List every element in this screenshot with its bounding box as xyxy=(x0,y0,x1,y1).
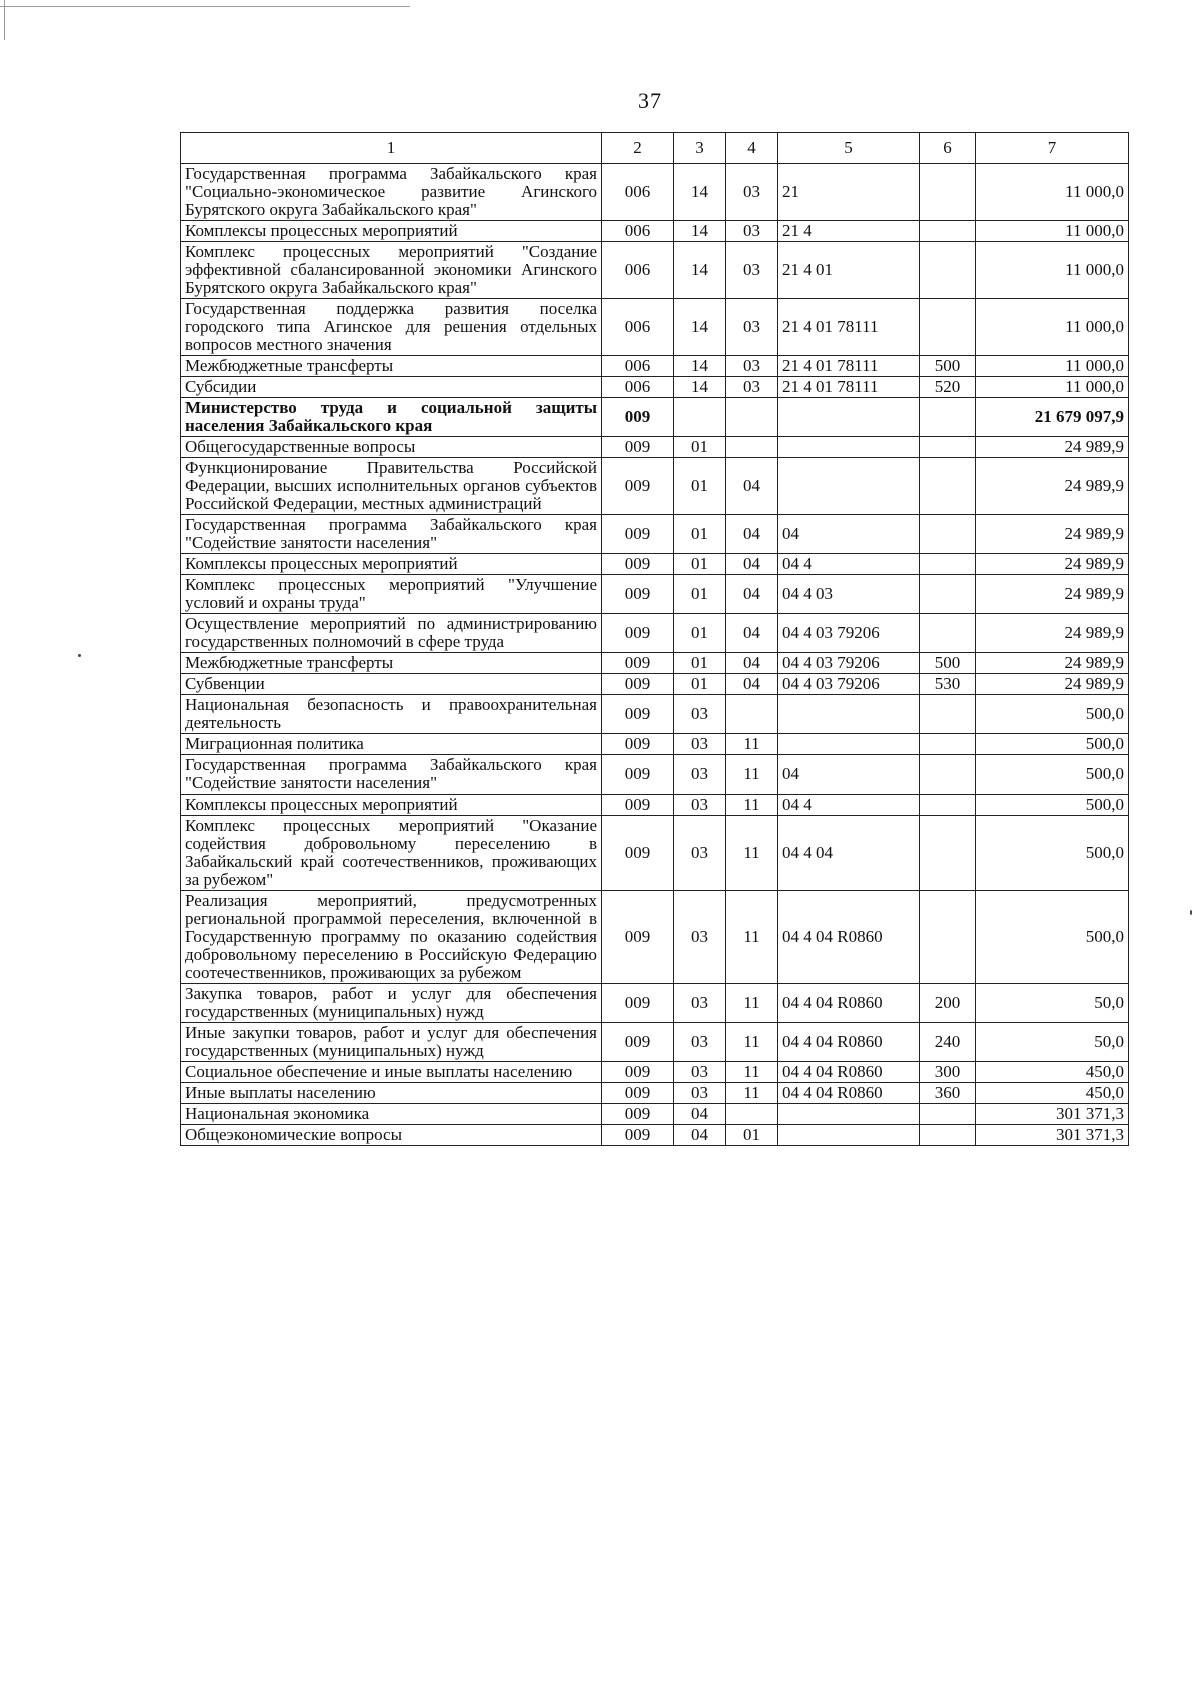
scan-speck xyxy=(78,654,81,657)
admin-code-cell: 009 xyxy=(602,398,674,437)
expense-type-cell xyxy=(920,890,976,983)
section-cell: 03 xyxy=(674,890,726,983)
amount-cell: 500,0 xyxy=(976,734,1129,755)
section-cell: 03 xyxy=(674,755,726,794)
amount-cell: 50,0 xyxy=(976,1022,1129,1061)
subsection-cell xyxy=(726,437,778,458)
table-row xyxy=(181,794,1129,815)
amount-cell: 500,0 xyxy=(976,755,1129,794)
admin-code-cell: 009 xyxy=(602,614,674,653)
row-name-cell: Министерство труда и социальной защиты населения Забайкальского края xyxy=(181,398,602,437)
table-row xyxy=(181,815,1129,890)
amount-cell: 301 371,3 xyxy=(976,1124,1129,1145)
target-article-cell: 04 xyxy=(778,515,920,554)
subsection-cell: 03 xyxy=(726,299,778,356)
row-name-cell: Социальное обеспечение и иные выплаты населению xyxy=(181,1061,602,1082)
subsection-cell: 03 xyxy=(726,356,778,377)
admin-code-cell: 009 xyxy=(602,554,674,575)
target-article-cell xyxy=(778,458,920,515)
section-cell: 03 xyxy=(674,1022,726,1061)
subsection-cell: 11 xyxy=(726,983,778,1022)
subsection-cell xyxy=(726,1103,778,1124)
target-article-cell: 21 4 01 78111 xyxy=(778,356,920,377)
admin-code-cell: 009 xyxy=(602,815,674,890)
target-article-cell xyxy=(778,398,920,437)
scan-edge-line xyxy=(4,0,5,40)
subsection-cell: 03 xyxy=(726,221,778,242)
expense-type-cell xyxy=(920,242,976,299)
table-row xyxy=(181,1124,1129,1145)
subsection-cell: 03 xyxy=(726,377,778,398)
table-row xyxy=(181,575,1129,614)
expense-type-cell xyxy=(920,695,976,734)
subsection-cell: 01 xyxy=(726,1124,778,1145)
admin-code-cell: 009 xyxy=(602,695,674,734)
expense-type-cell xyxy=(920,164,976,221)
expense-type-cell xyxy=(920,221,976,242)
table-row xyxy=(181,614,1129,653)
admin-code-cell: 009 xyxy=(602,515,674,554)
subsection-cell: 11 xyxy=(726,755,778,794)
admin-code-cell: 009 xyxy=(602,734,674,755)
table-row xyxy=(181,653,1129,674)
amount-cell: 24 989,9 xyxy=(976,515,1129,554)
expense-type-cell: 500 xyxy=(920,653,976,674)
subsection-cell: 04 xyxy=(726,575,778,614)
subsection-cell: 03 xyxy=(726,164,778,221)
amount-cell: 11 000,0 xyxy=(976,356,1129,377)
amount-cell: 24 989,9 xyxy=(976,614,1129,653)
table-row xyxy=(181,554,1129,575)
target-article-cell: 04 4 04 R0860 xyxy=(778,890,920,983)
row-name-cell: Комплексы процессных мероприятий xyxy=(181,794,602,815)
section-cell: 14 xyxy=(674,377,726,398)
expense-type-cell xyxy=(920,437,976,458)
target-article-cell xyxy=(778,734,920,755)
amount-cell: 450,0 xyxy=(976,1082,1129,1103)
target-article-cell xyxy=(778,437,920,458)
row-name-cell: Государственная программа Забайкальского края "Социально-экономическое развитие Агинского Бурятского округа Забайкальского края" xyxy=(181,164,602,221)
amount-cell: 24 989,9 xyxy=(976,653,1129,674)
section-cell: 14 xyxy=(674,242,726,299)
section-cell: 03 xyxy=(674,734,726,755)
section-cell: 03 xyxy=(674,794,726,815)
admin-code-cell: 006 xyxy=(602,164,674,221)
expense-type-cell xyxy=(920,734,976,755)
expense-type-cell xyxy=(920,614,976,653)
amount-cell: 24 989,9 xyxy=(976,437,1129,458)
target-article-cell: 04 4 03 79206 xyxy=(778,653,920,674)
admin-code-cell: 006 xyxy=(602,221,674,242)
amount-cell: 301 371,3 xyxy=(976,1103,1129,1124)
column-header: 5 xyxy=(778,133,920,164)
row-name-cell: Реализация мероприятий, предусмотренных региональной программой переселения, включенной в Государственную программу по оказанию содействия добровольному переселению в Российскую Федерацию соотечественников, проживающих за рубежом xyxy=(181,890,602,983)
amount-cell: 500,0 xyxy=(976,815,1129,890)
section-cell: 03 xyxy=(674,1061,726,1082)
row-name-cell: Миграционная политика xyxy=(181,734,602,755)
subsection-cell: 04 xyxy=(726,554,778,575)
amount-cell: 11 000,0 xyxy=(976,299,1129,356)
row-name-cell: Закупка товаров, работ и услуг для обеспечения государственных (муниципальных) нужд xyxy=(181,983,602,1022)
table-row xyxy=(181,734,1129,755)
section-cell: 01 xyxy=(674,674,726,695)
amount-cell: 24 989,9 xyxy=(976,554,1129,575)
admin-code-cell: 009 xyxy=(602,653,674,674)
admin-code-cell: 009 xyxy=(602,983,674,1022)
table-row xyxy=(181,1082,1129,1103)
amount-cell: 500,0 xyxy=(976,890,1129,983)
section-cell: 01 xyxy=(674,437,726,458)
target-article-cell: 04 4 04 R0860 xyxy=(778,1022,920,1061)
table-row xyxy=(181,398,1129,437)
section-cell: 03 xyxy=(674,695,726,734)
expense-type-cell: 500 xyxy=(920,356,976,377)
table-row xyxy=(181,1061,1129,1082)
table-row xyxy=(181,674,1129,695)
budget-table xyxy=(180,132,1129,1146)
table-row xyxy=(181,890,1129,983)
table-row xyxy=(181,1022,1129,1061)
section-cell: 14 xyxy=(674,356,726,377)
admin-code-cell: 009 xyxy=(602,1124,674,1145)
section-cell: 14 xyxy=(674,221,726,242)
target-article-cell: 21 4 01 xyxy=(778,242,920,299)
subsection-cell xyxy=(726,695,778,734)
section-cell: 04 xyxy=(674,1103,726,1124)
section-cell: 01 xyxy=(674,554,726,575)
column-header: 4 xyxy=(726,133,778,164)
row-name-cell: Национальная безопасность и правоохранительная деятельность xyxy=(181,695,602,734)
table-row xyxy=(181,164,1129,221)
target-article-cell: 04 xyxy=(778,755,920,794)
section-cell: 01 xyxy=(674,515,726,554)
expense-type-cell xyxy=(920,458,976,515)
target-article-cell: 21 4 01 78111 xyxy=(778,377,920,398)
admin-code-cell: 009 xyxy=(602,575,674,614)
subsection-cell: 04 xyxy=(726,653,778,674)
admin-code-cell: 009 xyxy=(602,674,674,695)
target-article-cell: 04 4 04 R0860 xyxy=(778,1061,920,1082)
expense-type-cell xyxy=(920,554,976,575)
expense-type-cell: 200 xyxy=(920,983,976,1022)
section-cell: 03 xyxy=(674,983,726,1022)
expense-type-cell: 360 xyxy=(920,1082,976,1103)
subsection-cell: 03 xyxy=(726,242,778,299)
row-name-cell: Функционирование Правительства Российской Федерации, высших исполнительных органов субъектов Российской Федерации, местных администраций xyxy=(181,458,602,515)
admin-code-cell: 006 xyxy=(602,377,674,398)
target-article-cell: 04 4 xyxy=(778,554,920,575)
amount-cell: 500,0 xyxy=(976,695,1129,734)
section-cell: 01 xyxy=(674,575,726,614)
amount-cell: 11 000,0 xyxy=(976,164,1129,221)
target-article-cell xyxy=(778,1124,920,1145)
table-row xyxy=(181,755,1129,794)
table-header-row xyxy=(181,133,1129,164)
expense-type-cell xyxy=(920,815,976,890)
table-row xyxy=(181,377,1129,398)
page-number: 37 xyxy=(638,88,662,113)
amount-cell: 21 679 097,9 xyxy=(976,398,1129,437)
amount-cell: 50,0 xyxy=(976,983,1129,1022)
amount-cell: 24 989,9 xyxy=(976,674,1129,695)
amount-cell: 24 989,9 xyxy=(976,575,1129,614)
admin-code-cell: 009 xyxy=(602,755,674,794)
expense-type-cell xyxy=(920,1103,976,1124)
expense-type-cell xyxy=(920,515,976,554)
section-cell: 04 xyxy=(674,1124,726,1145)
row-name-cell: Комплексы процессных мероприятий xyxy=(181,221,602,242)
expense-type-cell xyxy=(920,398,976,437)
target-article-cell: 04 4 04 R0860 xyxy=(778,983,920,1022)
row-name-cell: Национальная экономика xyxy=(181,1103,602,1124)
row-name-cell: Комплекс процессных мероприятий "Улучшение условий и охраны труда" xyxy=(181,575,602,614)
table-row xyxy=(181,242,1129,299)
row-name-cell: Государственная программа Забайкальского края "Содействие занятости населения" xyxy=(181,755,602,794)
section-cell: 14 xyxy=(674,299,726,356)
table-row xyxy=(181,458,1129,515)
amount-cell: 24 989,9 xyxy=(976,458,1129,515)
table-row xyxy=(181,695,1129,734)
subsection-cell: 11 xyxy=(726,794,778,815)
subsection-cell: 04 xyxy=(726,458,778,515)
target-article-cell: 21 4 xyxy=(778,221,920,242)
row-name-cell: Общеэкономические вопросы xyxy=(181,1124,602,1145)
row-name-cell: Осуществление мероприятий по администрированию государственных полномочий в сфере труда xyxy=(181,614,602,653)
table-row xyxy=(181,515,1129,554)
row-name-cell: Иные выплаты населению xyxy=(181,1082,602,1103)
column-header: 2 xyxy=(602,133,674,164)
row-name-cell: Государственная поддержка развития поселка городского типа Агинское для решения отдельных вопросов местного значения xyxy=(181,299,602,356)
admin-code-cell: 009 xyxy=(602,1061,674,1082)
admin-code-cell: 006 xyxy=(602,356,674,377)
row-name-cell: Комплексы процессных мероприятий xyxy=(181,554,602,575)
expense-type-cell xyxy=(920,575,976,614)
admin-code-cell: 006 xyxy=(602,242,674,299)
target-article-cell: 04 4 03 xyxy=(778,575,920,614)
amount-cell: 11 000,0 xyxy=(976,221,1129,242)
row-name-cell: Межбюджетные трансферты xyxy=(181,653,602,674)
admin-code-cell: 009 xyxy=(602,437,674,458)
row-name-cell: Иные закупки товаров, работ и услуг для обеспечения государственных (муниципальных) нужд xyxy=(181,1022,602,1061)
table-body xyxy=(181,164,1129,1146)
target-article-cell xyxy=(778,1103,920,1124)
target-article-cell: 04 4 xyxy=(778,794,920,815)
amount-cell: 11 000,0 xyxy=(976,377,1129,398)
target-article-cell: 21 xyxy=(778,164,920,221)
subsection-cell: 04 xyxy=(726,674,778,695)
target-article-cell: 21 4 01 78111 xyxy=(778,299,920,356)
target-article-cell xyxy=(778,695,920,734)
expense-type-cell xyxy=(920,1124,976,1145)
section-cell: 01 xyxy=(674,614,726,653)
section-cell: 03 xyxy=(674,815,726,890)
section-cell: 01 xyxy=(674,458,726,515)
row-name-cell: Субсидии xyxy=(181,377,602,398)
column-header: 3 xyxy=(674,133,726,164)
amount-cell: 450,0 xyxy=(976,1061,1129,1082)
column-header: 6 xyxy=(920,133,976,164)
scan-edge-line xyxy=(0,6,410,7)
row-name-cell: Комплекс процессных мероприятий "Создание эффективной сбалансированной экономики Агинского Бурятского округа Забайкальского края" xyxy=(181,242,602,299)
amount-cell: 11 000,0 xyxy=(976,242,1129,299)
subsection-cell: 11 xyxy=(726,734,778,755)
section-cell: 14 xyxy=(674,164,726,221)
column-header: 1 xyxy=(181,133,602,164)
row-name-cell: Государственная программа Забайкальского края "Содействие занятости населения" xyxy=(181,515,602,554)
admin-code-cell: 006 xyxy=(602,299,674,356)
table-row xyxy=(181,356,1129,377)
subsection-cell: 11 xyxy=(726,815,778,890)
row-name-cell: Межбюджетные трансферты xyxy=(181,356,602,377)
table-row xyxy=(181,437,1129,458)
subsection-cell: 11 xyxy=(726,1082,778,1103)
subsection-cell: 11 xyxy=(726,890,778,983)
expense-type-cell: 530 xyxy=(920,674,976,695)
target-article-cell: 04 4 03 79206 xyxy=(778,614,920,653)
amount-cell: 500,0 xyxy=(976,794,1129,815)
section-cell: 01 xyxy=(674,653,726,674)
expense-type-cell xyxy=(920,794,976,815)
table-row xyxy=(181,983,1129,1022)
column-header: 7 xyxy=(976,133,1129,164)
admin-code-cell: 009 xyxy=(602,458,674,515)
admin-code-cell: 009 xyxy=(602,1082,674,1103)
scan-speck xyxy=(1190,910,1192,915)
target-article-cell: 04 4 04 xyxy=(778,815,920,890)
row-name-cell: Субвенции xyxy=(181,674,602,695)
expense-type-cell: 300 xyxy=(920,1061,976,1082)
table-row xyxy=(181,1103,1129,1124)
table-row xyxy=(181,299,1129,356)
subsection-cell: 04 xyxy=(726,614,778,653)
subsection-cell xyxy=(726,398,778,437)
target-article-cell: 04 4 04 R0860 xyxy=(778,1082,920,1103)
subsection-cell: 04 xyxy=(726,515,778,554)
subsection-cell: 11 xyxy=(726,1061,778,1082)
target-article-cell: 04 4 03 79206 xyxy=(778,674,920,695)
expense-type-cell: 520 xyxy=(920,377,976,398)
section-cell xyxy=(674,398,726,437)
admin-code-cell: 009 xyxy=(602,794,674,815)
subsection-cell: 11 xyxy=(726,1022,778,1061)
row-name-cell: Общегосударственные вопросы xyxy=(181,437,602,458)
row-name-cell: Комплекс процессных мероприятий "Оказание содействия добровольному переселению в Забайкальский край соотечественников, проживающих за рубежом" xyxy=(181,815,602,890)
admin-code-cell: 009 xyxy=(602,1103,674,1124)
expense-type-cell xyxy=(920,299,976,356)
table-row xyxy=(181,221,1129,242)
admin-code-cell: 009 xyxy=(602,1022,674,1061)
section-cell: 03 xyxy=(674,1082,726,1103)
expense-type-cell xyxy=(920,755,976,794)
admin-code-cell: 009 xyxy=(602,890,674,983)
expense-type-cell: 240 xyxy=(920,1022,976,1061)
